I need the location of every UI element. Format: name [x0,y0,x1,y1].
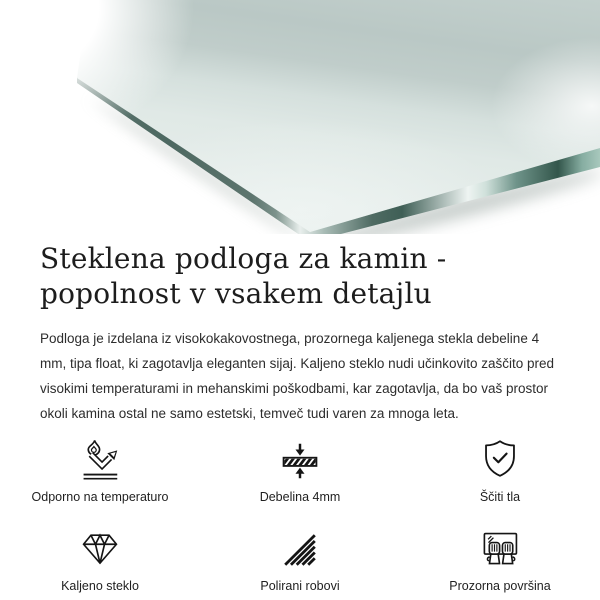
feature-label: Debelina 4mm [259,490,341,504]
thickness-arrows-icon [277,437,323,485]
feature-tempered-glass [0,526,200,593]
shield-check-icon [477,437,523,485]
feature-floor-protection [400,437,600,504]
page-title [40,241,560,311]
product-description: Podloga je izdelana iz visokokakovostnega, prozornega kaljenega stekla debeline 4 mm, tipa float, ki zagotavlja eleganten sijaj. Kaljeno steklo nudi učinkovito zaščito pred visokimi temperaturami in mehanskimi poškodbami, kar zagotavlja, da bo vaš prostor okoli kamina ostal ne samo estetski, temveč tudi varen za mnoga leta. [40,331,555,421]
page-title-line1: Steklena podloga za kamin - [40,242,447,275]
diamond-icon [77,526,123,574]
heat-resistant-icon [77,437,123,485]
hands-on-glass-icon [477,526,523,574]
page-title-line2: popolnost v vsakem detajlu [40,277,432,310]
feature-polished-edges [200,526,400,593]
feature-transparent-surface [400,526,600,593]
feature-heat-resistant [0,437,200,504]
feature-label: Odporno na temperaturo [31,490,169,504]
product-photo [0,0,600,234]
feature-label: Kaljeno steklo [61,579,139,593]
feature-grid [0,437,600,593]
feature-label: Ščiti tla [479,490,521,504]
feature-label: Prozorna površina [449,579,551,593]
polished-edges-icon [277,526,323,574]
feature-thickness [200,437,400,504]
feature-label: Polirani robovi [260,579,340,593]
